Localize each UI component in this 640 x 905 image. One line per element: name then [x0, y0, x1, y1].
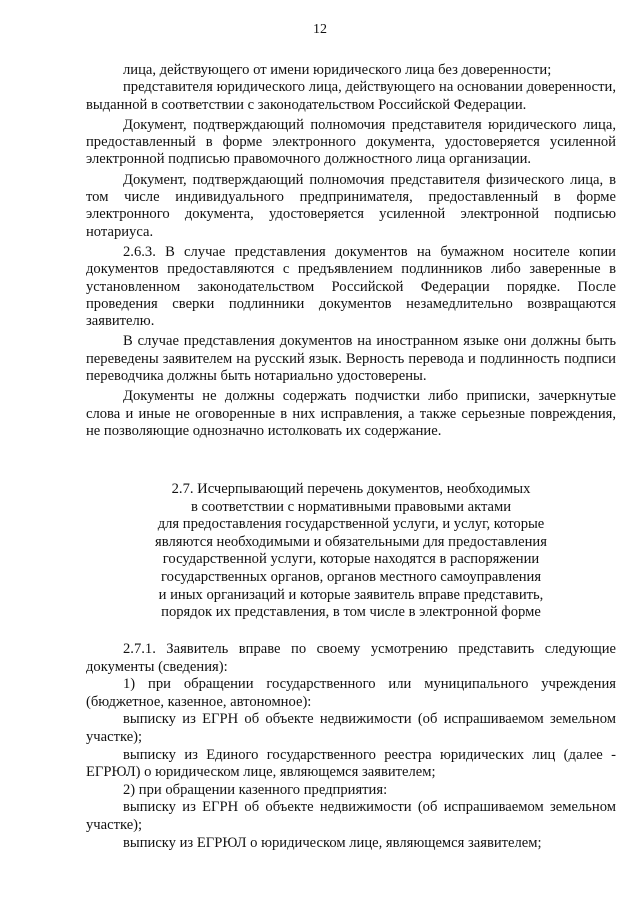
section-heading-line: 2.7. Исчерпывающий перечень документов, необходимых: [171, 481, 531, 497]
page-number: 12: [313, 22, 327, 37]
section-heading-line: для предоставления государственной услуги, и услуг, которые: [157, 516, 545, 533]
list-item: выписку из ЕГРЮЛ о юридическом лице, являющемся заявителем;: [123, 834, 542, 851]
section-heading-line: государственной услуги, которые находятся в распоряжении: [162, 551, 540, 568]
paragraph: представителя юридического лица, действующего на основании доверенности, выданной в соответствии с законодательством Российской Федерации.: [86, 79, 616, 113]
section-heading-line: и иных организаций и которые заявитель вправе представить,: [158, 586, 544, 603]
body-text: [86, 62, 616, 443]
list-item: 2.7.1. Заявитель вправе по своему усмотрению представить следующие документы (сведения):: [86, 641, 616, 675]
section-heading: [86, 481, 616, 622]
list-item: выписку из ЕГРН об объекте недвижимости (об испрашиваемом земельном участке);: [86, 711, 616, 745]
paragraph: Документ, подтверждающий полномочия представителя юридического лица, предоставленный в форме электронного документа, удостоверяется усиленной электронной подписью правомочного должностного лица организации.: [86, 116, 616, 168]
section-heading-line: являются необходимыми и обязательными для предоставления: [155, 533, 547, 550]
section-heading-line: порядок их представления, в том числе в электронной форме: [161, 604, 541, 621]
paragraph: В случае представления документов на иностранном языке они должны быть переведены заявителем на русский язык. Верность перевода и подлинность подписи переводчика должны быть нотариально удостоверены.: [86, 333, 616, 385]
list-item: 2) при обращении казенного предприятия:: [123, 781, 388, 798]
paragraph: 2.6.3. В случае представления документов на бумажном носителе копии документов предоставляются с предъявлением подлинников либо заверенные в установленном законодательством Российской Федерации порядке. После проведения сверки подлинники документов незамедлительно возвращаются заявителю.: [86, 243, 616, 330]
section-heading-line: государственных органов, органов местного самоуправления: [160, 568, 542, 585]
paragraph: Документ, подтверждающий полномочия представителя физического лица, в том числе индивидуального предпринимателя, предоставленный в форме электронного документа, удостоверяется усиленной электронной подписью нотариуса.: [86, 171, 616, 240]
paragraph: Документы не должны содержать подчистки либо приписки, зачеркнутые слова и иные не оговоренные в них исправления, а также серьезные повреждения, не позволяющие однозначно истолковать их содержание.: [86, 388, 616, 439]
section-heading-line: в соответствии с нормативными правовыми актами: [190, 498, 512, 515]
list-item: выписку из Единого государственного реестра юридических лиц (далее - ЕГРЮЛ) о юридическом лице, являющемся заявителем;: [86, 746, 616, 781]
document-list: [86, 641, 616, 852]
list-item: выписку из ЕГРН об объекте недвижимости (об испрашиваемом земельном участке);: [86, 799, 616, 833]
paragraph: лица, действующего от имени юридического лица без доверенности;: [123, 62, 552, 78]
list-item: 1) при обращении государственного или муниципального учреждения (бюджетное, казенное, автономное):: [86, 676, 616, 710]
